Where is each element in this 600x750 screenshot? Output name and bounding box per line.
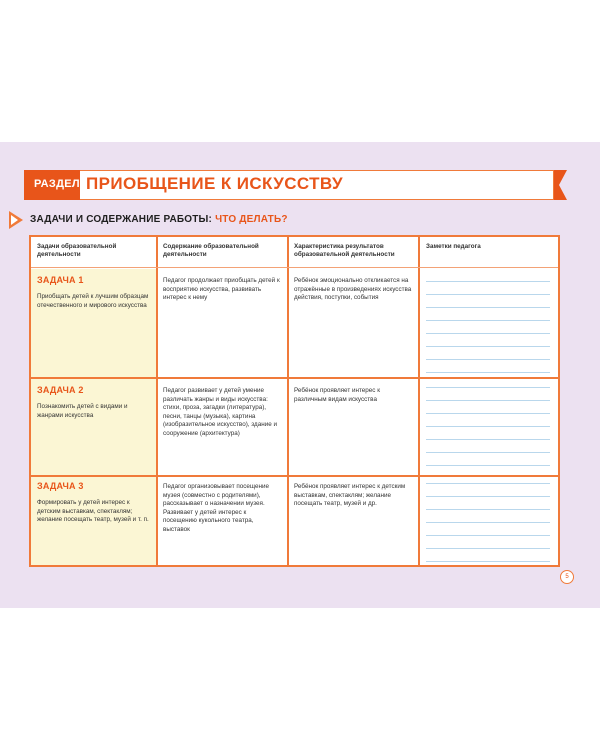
task-3-title: ЗАДАЧА 3 (37, 481, 84, 491)
header-divider (31, 267, 558, 268)
note-line (426, 465, 550, 466)
task-1-content: Педагог продолжает приобщать детей к восприятию искусства, развивать интерес к нему (163, 277, 280, 302)
note-line (426, 522, 550, 523)
page-number: 5 (560, 570, 574, 584)
header-content: Содержание образовательной деятельности (163, 243, 259, 259)
task-3-content: Педагог организовывает посещение музея (совместно с родителями), рассказывает о назначении музея. Развивает у детей интерес к посещению кукольного театра, выставок (163, 483, 269, 533)
note-line (426, 496, 550, 497)
column-divider (287, 237, 289, 565)
tasks-table (29, 235, 560, 567)
note-line (426, 359, 550, 360)
task-cell-bg (31, 269, 156, 377)
section-label: РАЗДЕЛ (34, 178, 80, 190)
note-line (426, 372, 550, 373)
note-line (426, 483, 550, 484)
note-line (426, 452, 550, 453)
task-3-result: Ребёнок проявляет интерес к детским выставкам, спектаклям; желание посещать театр, музей и др. (294, 483, 406, 508)
note-line (426, 400, 550, 401)
header-results: Характеристика результатов образовательной деятельности (294, 243, 395, 259)
note-line (426, 294, 550, 295)
subheading-main: ЗАДАЧИ И СОДЕРЖАНИЕ РАБОТЫ: (30, 214, 213, 225)
column-divider (418, 237, 420, 565)
arrow-marker-icon (9, 211, 23, 229)
note-line (426, 346, 550, 347)
header-notes: Заметки педагога (426, 243, 481, 250)
note-line (426, 281, 550, 282)
task-1-title: ЗАДАЧА 1 (37, 275, 84, 285)
note-line (426, 426, 550, 427)
task-1-result: Ребёнок эмоционально откликается на отражённые в произведениях искусства действия, поступки, события (294, 277, 412, 302)
task-3-text: Формировать у детей интерес к детским выставкам, спектаклям; желание посещать театр, музей и т. п. (37, 499, 149, 524)
subheading-highlight: ЧТО ДЕЛАТЬ? (215, 214, 288, 225)
note-line (426, 548, 550, 549)
task-1-text: Приобщать детей к лучшим образцам отечественного и мирового искусства (37, 293, 149, 309)
note-line (426, 387, 550, 388)
row-divider (31, 475, 558, 477)
section-title: ПРИОБЩЕНИЕ К ИСКУССТВУ (86, 174, 343, 193)
note-line (426, 439, 550, 440)
task-2-content: Педагог развивает у детей умение различать жанры и виды искусства: стихи, проза, загадки (литература), песни, танцы (музыка), картина (изобразительное искусство), здание и сооружение (архитектура) (163, 387, 277, 437)
note-line (426, 561, 550, 562)
subheading (30, 214, 288, 225)
note-line (426, 413, 550, 414)
column-divider (156, 237, 158, 565)
note-line (426, 509, 550, 510)
note-line (426, 535, 550, 536)
task-2-text: Познакомить детей с видами и жанрами искусства (37, 403, 128, 419)
row-divider (31, 377, 558, 379)
task-2-title: ЗАДАЧА 2 (37, 385, 84, 395)
note-line (426, 320, 550, 321)
note-line (426, 307, 550, 308)
note-line (426, 333, 550, 334)
header-tasks: Задачи образовательной деятельности (37, 243, 117, 259)
task-2-result: Ребёнок проявляет интерес к различным видам искусства (294, 387, 380, 403)
